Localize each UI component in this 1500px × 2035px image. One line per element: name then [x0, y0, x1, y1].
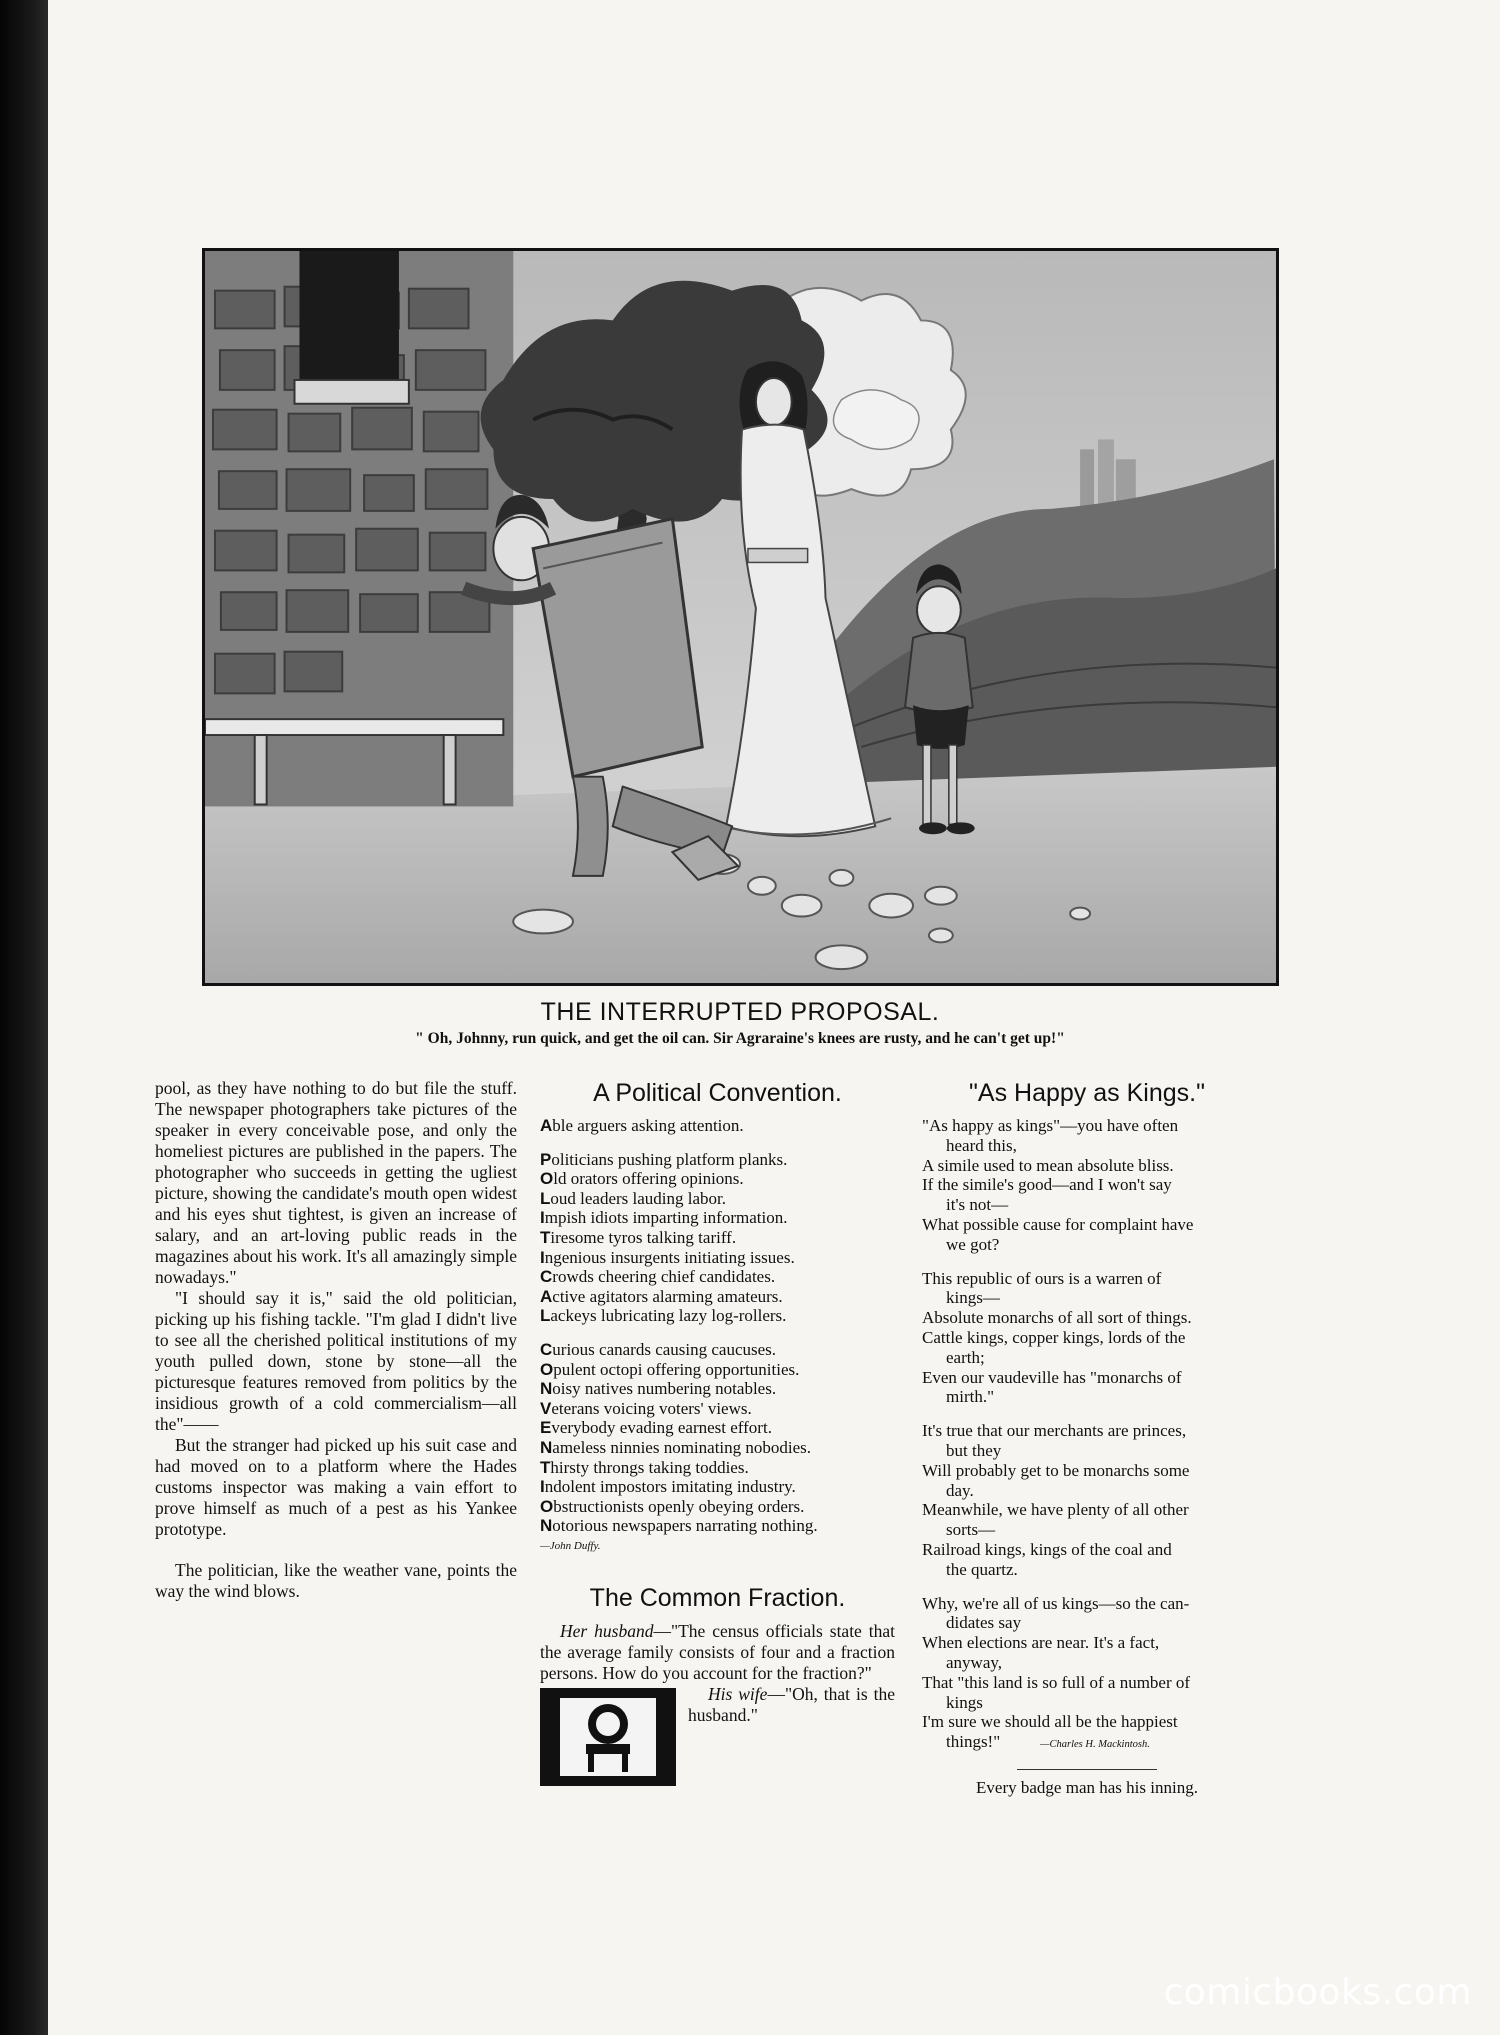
poem-signature: —John Duffy. — [540, 1539, 601, 1552]
poem-line: That "this land is so full of a number of — [922, 1672, 1191, 1692]
illustration-caption: " Oh, Johnny, run quick, and get the oil can. Sir Agraraine's knees are rusty, and he can't get up!" — [415, 1030, 1065, 1047]
illustration-title: THE INTERRUPTED PROPOSAL. — [540, 998, 940, 1026]
acrostic-stanza-politicals — [540, 1150, 895, 1326]
poem-line: Why, we're all of us kings—so the can- — [922, 1593, 1190, 1613]
poem-line: When elections are near. It's a fact, — [922, 1633, 1160, 1653]
common-fraction-heading: The Common Fraction. — [589, 1583, 846, 1612]
wife-label: His wife — [708, 1683, 768, 1704]
right-column-poem — [922, 1078, 1252, 1798]
poem-line: the quartz. — [946, 1559, 1018, 1579]
acrostic-line: Lackeys lubricating lazy log-rollers. — [540, 1306, 787, 1326]
acrostic-line: Noisy natives numbering notables. — [540, 1379, 777, 1399]
story-paragraph: "I should say it is," said the old politician, picking up his fishing tackle. "I'm glad I didn't live to see all the cherished political institutions of my youth pulled down, stone by stone—all the picturesque features removed from politics by the insidious growth of a cold commercialism—all the"—— — [155, 1288, 517, 1434]
divider — [1017, 1769, 1157, 1770]
acrostic-line: Ingenious insurgents initiating issues. — [540, 1247, 795, 1267]
poem-line: earth; — [946, 1347, 985, 1367]
middle-column — [540, 1078, 895, 1790]
poem-line: things!" —Charles H. Mackintosh. — [946, 1732, 1150, 1752]
acrostic-line: Impish idiots imparting information. — [540, 1208, 788, 1228]
poem-line: kings — [946, 1692, 983, 1712]
poem-line: anyway, — [946, 1652, 1003, 1672]
wife-text: —"Oh, that is the husband." — [688, 1683, 895, 1725]
poem-line: What possible cause for complaint have — [922, 1214, 1194, 1234]
poem-line: mirth." — [946, 1387, 995, 1407]
poem-line: Absolute monarchs of all sort of things. — [922, 1308, 1192, 1328]
poem-line: I'm sure we should all be the happiest — [922, 1712, 1178, 1732]
poem-line: kings— — [946, 1288, 1000, 1308]
story-paragraph: But the stranger had picked up his suit case and had moved on to a platform where the Hades customs inspector was making a vain effort to prove himself as much of a pest as his Yankee prototype. — [155, 1435, 517, 1539]
acrostic-line: Curious canards causing caucuses. — [540, 1339, 777, 1359]
acrostic-line: Tiresome tyros talking tariff. — [540, 1227, 737, 1247]
poem-line: This republic of ours is a warren of — [922, 1268, 1162, 1288]
chair-icon — [540, 1688, 676, 1786]
acrostic-line: Active agitators alarming amateurs. — [540, 1286, 783, 1306]
acrostic-line: Loud leaders lauding labor. — [540, 1188, 727, 1208]
acrostic-line: Able arguers asking attention. — [540, 1116, 744, 1135]
cartoon-knight-lady-boy — [205, 251, 1276, 983]
poem-signature: —Charles H. Mackintosh. — [1040, 1739, 1150, 1751]
poem-line: it's not— — [946, 1195, 1009, 1215]
acrostic-line: Indolent impostors imitating industry. — [540, 1477, 796, 1497]
poem-line: Meanwhile, we have plenty of all other — [922, 1500, 1189, 1520]
poem-line: Even our vaudeville has "monarchs of — [922, 1367, 1182, 1387]
poem-line: we got? — [946, 1234, 1000, 1254]
happy-kings-heading: "As Happy as Kings." — [969, 1079, 1205, 1107]
closing-epigram: Every badge man has his inning. — [976, 1777, 1198, 1797]
acrostic-line: Obstructionists openly obeying orders. — [540, 1496, 805, 1516]
story-paragraph: pool, as they have nothing to do but file the stuff. The newspaper photographers take pictures of the speaker in every conceivable pose, and only the homeliest pictures are published in the papers. The photographer who succeeds in getting the ugliest picture, showing the candidate's mouth open widest and his eyes shut tightest, is given an increase of salary, and an art-loving public reads in the magazines about his work. It's all amazingly simple nowadays." — [155, 1078, 517, 1287]
poem-line: "As happy as kings"—you have often — [922, 1116, 1179, 1135]
poem-line: A simile used to mean absolute bliss. — [922, 1155, 1174, 1175]
poem-line: It's true that our merchants are princes, — [922, 1421, 1187, 1441]
husband-text: —"The census officials state that the average family consists of four and a fraction persons. How do you account for the fraction?" — [540, 1620, 895, 1683]
poem-line: didates say — [946, 1613, 1022, 1633]
illustration-interrupted-proposal — [202, 248, 1279, 986]
poem-line: Railroad kings, kings of the coal and — [922, 1539, 1172, 1559]
happy-kings-poem — [922, 1116, 1252, 1732]
acrostic-line: Nameless ninnies nominating nobodies. — [540, 1437, 812, 1457]
husband-label: Her husband — [560, 1620, 654, 1641]
political-convention-heading: A Political Convention. — [593, 1079, 842, 1107]
acrostic-line: Everybody evading earnest effort. — [540, 1418, 772, 1438]
acrostic-line: Crowds cheering chief candidates. — [540, 1267, 776, 1287]
poem-line: but they — [946, 1440, 1002, 1460]
poem-line: sorts— — [946, 1520, 996, 1540]
poem-line: Cattle kings, copper kings, lords of the — [922, 1327, 1186, 1347]
poem-line: heard this, — [946, 1135, 1017, 1155]
acrostic-line: Politicians pushing platform planks. — [540, 1149, 788, 1169]
acrostic-stanza-convention — [540, 1340, 895, 1536]
acrostic-line: Old orators offering opinions. — [540, 1169, 744, 1189]
poem-line: Will probably get to be monarchs some — [922, 1460, 1190, 1480]
closing-epigram: The politician, like the weather vane, points the way the wind blows. — [155, 1560, 517, 1601]
acrostic-line: Veterans voicing voters' views. — [540, 1398, 752, 1418]
watermark: comicbooks.com — [1163, 1972, 1472, 2013]
acrostic-line: Notorious newspapers narrating nothing. — [540, 1516, 818, 1536]
page-gutter — [0, 0, 48, 2035]
acrostic-line: Opulent octopi offering opportunities. — [540, 1359, 800, 1379]
poem-line: If the simile's good—and I won't say — [922, 1175, 1172, 1195]
poem-line: day. — [946, 1480, 974, 1500]
common-fraction-joke — [540, 1621, 895, 1726]
left-column-story — [155, 1078, 517, 1602]
acrostic-line: Thirsty throngs taking toddies. — [540, 1457, 749, 1477]
